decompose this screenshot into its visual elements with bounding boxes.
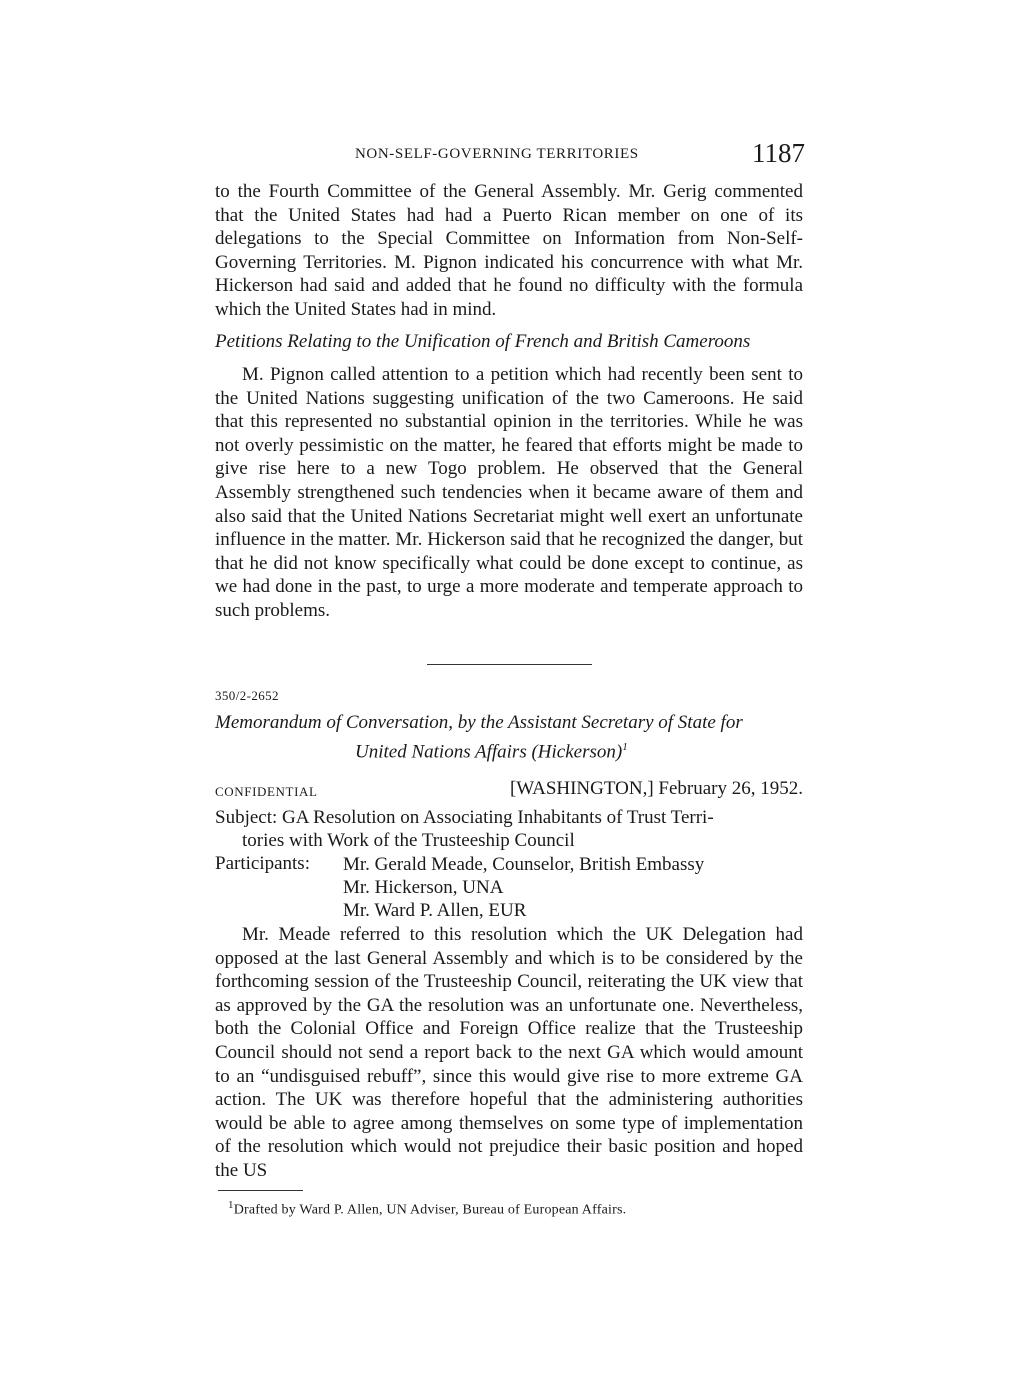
memo-paragraph: Mr. Meade referred to this resolution which the UK Delegation had opposed at the last General Assembly and which is to be considered by the forthcoming session of the Trusteeship Council, reiterating the UK view that as approved by the GA the resolution was an unfortunate one. Nevertheless, both the Colonial Office and Foreign Office realize that the Trusteeship Council should not send a report back to the next GA which would amount to an “undisguised rebuff”, since this would give rise to more extreme GA action. The UK was therefore hopeful that the administering authorities would be able to agree among themselves on some type of implementation of the resolution which would not prejudice their basic position and hoped the US <box>215 924 803 1181</box>
running-head: NON-SELF-GOVERNING TERRITORIES <box>355 146 639 162</box>
subject-label: Subject: <box>215 807 278 828</box>
file-number: 350/2-2652 <box>215 688 279 703</box>
participants-list <box>343 853 704 922</box>
classification: CONFIDENTIAL <box>215 784 318 799</box>
subject-text-line-1: GA Resolution on Associating Inhabitants of Trust Terri- <box>282 807 714 828</box>
section-heading: Petitions Relating to the Unification of French and British Cameroons <box>215 331 751 352</box>
subject-row <box>215 806 805 852</box>
participants-label: Participants: <box>215 853 310 874</box>
footnote-text: Drafted by Ward P. Allen, UN Adviser, Bureau of European Affairs. <box>233 1202 627 1218</box>
memo-title-line-2 <box>215 735 815 764</box>
memo-title-line-1: Memorandum of Conversation, by the Assistant Secretary of State for <box>215 712 743 733</box>
participant: Mr. Ward P. Allen, EUR <box>343 900 527 921</box>
date-line: [WASHINGTON,] February 26, 1952. <box>509 778 803 799</box>
section-divider <box>427 664 592 665</box>
memo-title-line-2-text: United Nations Affairs (Hickerson) <box>355 741 623 763</box>
section-paragraph: M. Pignon called attention to a petition which had recently been sent to the United Nations suggesting unification of the two Cameroons. He said that this represented no substantial opinion in the territories. While he was not overly pessimistic on the matter, he feared that efforts might be made to give rise here to a new Togo problem. He observed that the General Assembly strengthened such tendencies when it became aware of them and also said that the United Nations Secretariat might well exert an unfortunate influence in the matter. Mr. Hickerson said that he recognized the danger, but that he did not know specifically what could be done except to continue, as we had done in the past, to urge a more moderate and temperate approach to such problems. <box>215 364 803 621</box>
page-number: 1187 <box>752 138 805 168</box>
title-footnote-mark: 1 <box>622 741 628 753</box>
footnote-mark: 1 <box>228 1199 234 1211</box>
continuation-paragraph: to the Fourth Committee of the General Assembly. Mr. Gerig commented that the United States had had a Puerto Rican member on one of its delegations to the Special Committee on Information from Non-Self-Governing Territories. M. Pignon indicated his concurrence with what Mr. Hickerson had said and added that he found no difficulty with the formula which the United States had in mind. <box>215 181 803 320</box>
footnote <box>228 1199 626 1219</box>
participant: Mr. Hickerson, UNA <box>343 877 504 898</box>
footnote-rule <box>218 1190 303 1191</box>
participant: Mr. Gerald Meade, Counselor, British Embassy <box>343 854 705 875</box>
memo-title <box>215 711 815 764</box>
subject-text-line-2: tories with Work of the Trusteeship Council <box>242 830 575 851</box>
